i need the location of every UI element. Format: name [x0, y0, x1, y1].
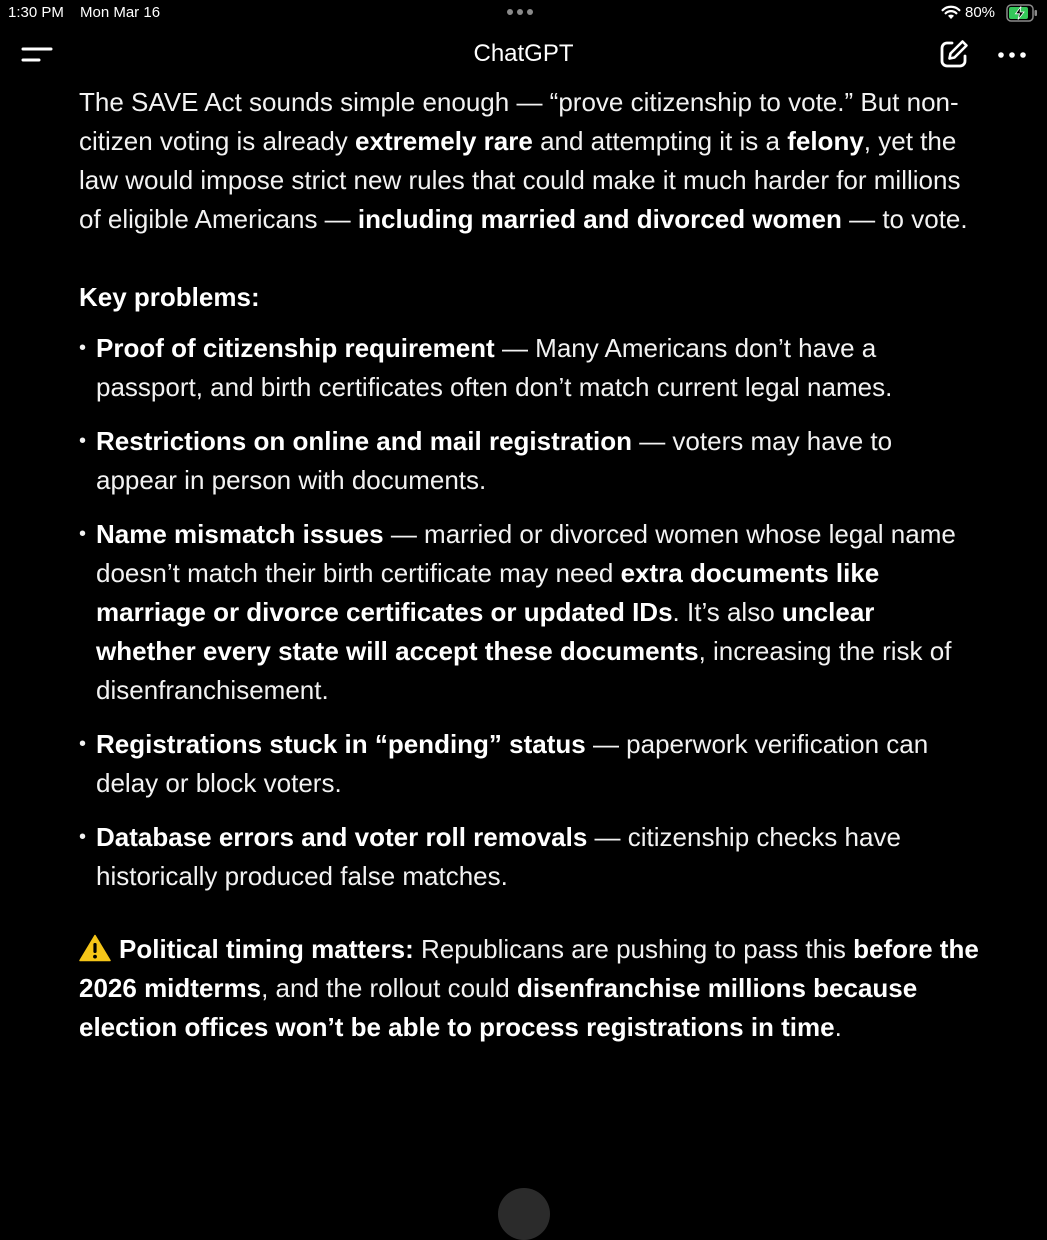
- timing-text-1: Republicans are pushing to pass this: [413, 934, 854, 964]
- intro-text-3: , yet the law would impose strict new rules that could make it much harder for millions of eligible Americans —: [79, 126, 961, 234]
- status-date: Mon Mar 16: [80, 4, 161, 21]
- list-item: [79, 818, 979, 896]
- battery-charging-icon: [1006, 4, 1038, 22]
- key-problems-heading: Key problems:: [79, 282, 260, 312]
- nav-bar: [0, 30, 1047, 80]
- list-item: [79, 725, 979, 803]
- list-item: [79, 515, 979, 710]
- problem-title: Proof of citizenship requirement: [96, 333, 495, 363]
- list-item: [79, 422, 979, 500]
- intro-paragraph: [79, 83, 979, 239]
- problem-bold-1: extra documents like marriage or divorce certificates or updated IDs: [96, 558, 880, 627]
- problems-list: [79, 329, 979, 896]
- wifi-icon: [941, 5, 961, 20]
- timing-bold-2: before the 2026 midterms: [79, 934, 979, 1003]
- intro-bold-1: extremely rare: [355, 126, 533, 156]
- problem-text: — citizenship checks have historically produced false matches.: [96, 822, 901, 891]
- assistant-message: [79, 83, 979, 1047]
- multitasking-dots-icon[interactable]: [507, 9, 533, 15]
- battery-percent: 80%: [965, 4, 996, 21]
- problem-title: Restrictions on online and mail registration: [96, 426, 632, 456]
- problem-title: Database errors and voter roll removals: [96, 822, 588, 852]
- timing-text-3: .: [834, 1012, 842, 1042]
- problem-title: Registrations stuck in “pending” status: [96, 729, 586, 759]
- timing-text-2: , and the rollout could: [261, 973, 517, 1003]
- intro-bold-3: including married and divorced women: [357, 204, 842, 234]
- status-bar: [0, 0, 1047, 26]
- status-time: 1:30 PM: [8, 4, 64, 21]
- scroll-down-button[interactable]: [498, 1188, 550, 1240]
- nav-title: ChatGPT: [473, 40, 574, 67]
- intro-text-4: — to vote.: [841, 204, 968, 234]
- warning-icon: [79, 934, 111, 962]
- problem-text: — Many Americans don’t have a passport, and birth certificates often don’t match current legal names.: [96, 333, 893, 402]
- intro-text-2: and attempting it is a: [532, 126, 788, 156]
- intro-text-1: The SAVE Act sounds simple enough — “prove citizenship to vote.” But non-citizen voting is already: [79, 87, 959, 156]
- problem-text: — paperwork verification can delay or block voters.: [96, 729, 929, 798]
- more-icon[interactable]: [996, 42, 1028, 68]
- problem-text: — married or divorced women whose legal name doesn’t match their birth certificate may need: [96, 519, 956, 588]
- intro-bold-2: felony: [787, 126, 864, 156]
- list-item: [79, 329, 979, 407]
- problem-text: — voters may have to appear in person with documents.: [96, 426, 893, 495]
- timing-bold-3: disenfranchise millions because election offices won’t be able to process registrations in time: [79, 973, 918, 1042]
- problem-title: Name mismatch issues: [96, 519, 384, 549]
- problem-text-2: . It’s also: [672, 597, 782, 627]
- timing-bold-1: Political timing matters:: [119, 934, 414, 964]
- problem-text-3: , increasing the risk of disenfranchisement.: [96, 636, 952, 705]
- timing-paragraph: [79, 930, 979, 1047]
- problem-bold-2: unclear whether every state will accept these documents: [96, 597, 875, 666]
- compose-icon[interactable]: [938, 38, 970, 70]
